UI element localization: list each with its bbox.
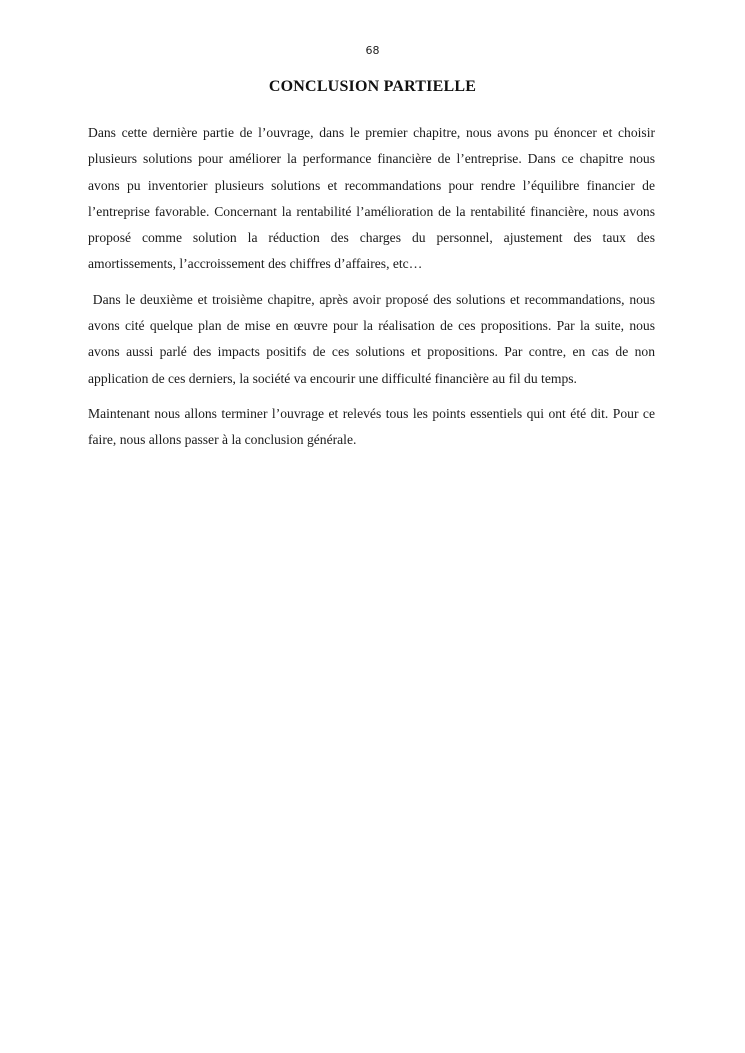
page-number: 68	[365, 44, 380, 57]
page-title: CONCLUSION PARTIELLE	[268, 78, 477, 95]
paragraph-2: Dans le deuxième et troisième chapitre, après avoir proposé des solutions et recommandations, nous avons cité quelque plan de mise en œuvre pour la réalisation de ces propositions. Par la suite, nous avons aussi parlé des impacts positifs de ces solutions et propositions. Par contre, en cas de non application de ces derniers, la société va encourir une difficulté financière au fil du temps.	[88, 291, 659, 386]
body-text	[88, 120, 659, 454]
paragraph-3: Maintenant nous allons terminer l’ouvrage et relevés tous les points essentiels qui ont été dit. Pour ce faire, nous allons passer à la conclusion générale.	[88, 405, 655, 448]
paragraph-1: Dans cette dernière partie de l’ouvrage, dans le premier chapitre, nous avons pu énoncer et choisir plusieurs solutions pour améliorer la performance financière de l’entreprise. Dans ce chapitre nous avons pu inventorier plusieurs solutions et recommandations pour rendre l’équilibre financier de l’entreprise favorable. Concernant la rentabilité l’amélioration de la rentabilité financière, nous avons proposé comme solution la réduction des charges du personnel, ajustement des taux des amortissements, l’accroissement des chiffres d’affaires, etc…	[88, 125, 655, 272]
